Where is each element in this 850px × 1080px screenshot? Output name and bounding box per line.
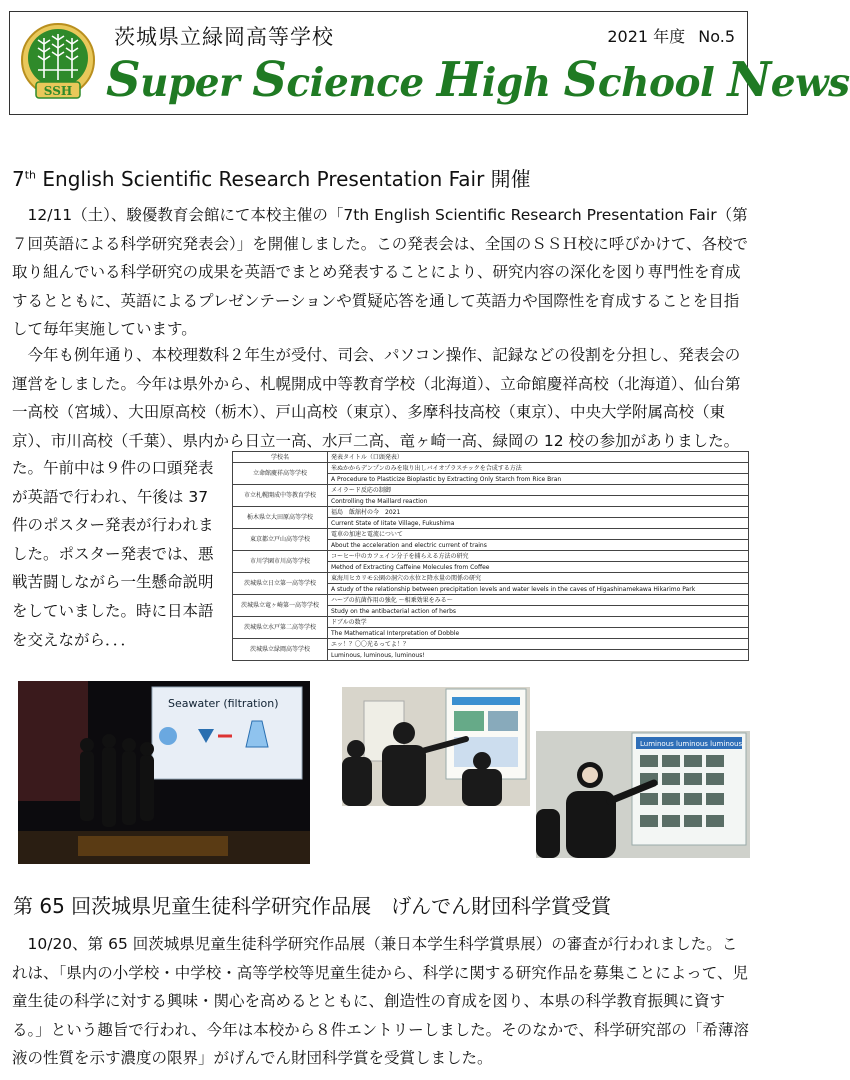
ssh-badge-text: SSH	[43, 84, 73, 98]
table-header-school: 学校名	[233, 452, 328, 463]
title-en-cell: A study of the relationship between precipitation levels and water levels in the caves of Higashinamekawa Hikarimo Park	[328, 584, 749, 595]
table-header-row	[233, 452, 749, 463]
title-en-cell: Method of Extracting Caffeine Molecules from Coffee	[328, 562, 749, 573]
newsletter-header	[9, 11, 850, 115]
title-en-cell: Current State of Iitate Village, Fukushima	[328, 518, 749, 529]
title-ja-cell: メイラード反応の制御	[328, 485, 749, 496]
table-row	[233, 463, 749, 474]
article2-paragraph: 10/20、第 65 回茨城県児童生徒科学研究作品展（兼日本学生科学賞県展）の審査が行われました。これは、「県内の小学校・中学校・高等学校等児童生徒から、科学に関する研究作品を募集ことによって、児童生徒の科学に対する興味・関心を高めるとともに、創造性の育成を図り、本県の科学教育振興に資する。」という趣旨で行われ、今年は本校から８件エントリーしました。そのなかで、科学研究部の「希薄溶液の性質を示す濃度の限界」がげんでん財団科学賞を受賞しました。	[12, 935, 749, 1068]
title-en-cell: About the acceleration and electric current of trains	[328, 540, 749, 551]
issue-number: No.5	[698, 27, 735, 46]
title-part: H	[436, 52, 482, 108]
poster-session-photo-2	[536, 731, 750, 858]
title-en-cell: Study on the antibacterial action of herbs	[328, 606, 749, 617]
title-part: cience	[286, 60, 437, 106]
school-cell: 茨城県立緑岡高等学校	[233, 639, 328, 661]
title-part: igh	[481, 60, 564, 106]
title-part: S	[563, 52, 598, 108]
poster-session-photo-1	[342, 687, 530, 806]
school-name: 茨城県立緑岡高等学校	[114, 25, 334, 49]
table-row	[233, 617, 749, 628]
newsletter-title	[106, 52, 850, 108]
title-part: S	[252, 52, 287, 108]
title-ja-cell: ドブルの数学	[328, 617, 749, 628]
table-row	[233, 551, 749, 562]
table-row	[233, 639, 749, 650]
table-row	[233, 595, 749, 606]
article1-side-text: た。午前中は９件の口頭発表が英語で行われ、午後は 37 件のポスター発表が行われました。ポスター発表では、悪戦苦闘しながら一生懸命説明をしていました。時に日本語を交えながら．．．	[12, 459, 214, 649]
title-part: uper	[140, 60, 253, 106]
table-row	[233, 529, 749, 540]
title-en-cell: The Mathematical Interpretation of Dobble	[328, 628, 749, 639]
title-ja-cell: 米ぬかからデンプンのみを取り出しバイオプラスチックを合成する方法	[328, 463, 749, 474]
title-ja-cell: 電車の加速と電流について	[328, 529, 749, 540]
title-ja-cell: ハーブの抗菌作用の強化 ～相乗効果をみる～	[328, 595, 749, 606]
table-row	[233, 573, 749, 584]
table-row	[233, 507, 749, 518]
presentation-table	[232, 451, 749, 661]
issue-year: 2021 年度	[607, 27, 686, 46]
title-ja-cell: 福島 飯舘村の今 2021	[328, 507, 749, 518]
poster-title-text: Luminous luminous luminous	[640, 740, 743, 748]
title-part: ews	[770, 60, 850, 106]
title-ja-cell: エッ！？〇〇光るってよ！？	[328, 639, 749, 650]
title-part: S	[106, 52, 141, 108]
school-cell: 栃木県立大田原高等学校	[233, 507, 328, 529]
school-cell: 立命館慶祥高等学校	[233, 463, 328, 485]
article1-paragraph1: 12/11（土）、駿優教育会館にて本校主催の「7th English Scientific Research Presentation Fair（第７回英語による科学研究発表会）」を開催しました。この発表会は、全国のＳＳＨ校に呼びかけて、各校で取り組んでいる科学研究の成果を英語でまとめ発表することにより、研究内容の深化を図り専門性を育成するとともに、英語によるプレゼンテーションや質疑応答を通して英語力や国際性を育成することを目指して毎年実施しています。	[12, 206, 748, 339]
school-cell: 東京都立戸山高等学校	[233, 529, 328, 551]
wheat-emblem-icon	[20, 22, 96, 104]
title-ja-cell: 東海川ヒカリモ公園の洞穴の水位と降水量の関係の研究	[328, 573, 749, 584]
school-cell: 茨城県立水戸第二高等学校	[233, 617, 328, 639]
school-cell: 市立札幌開成中等教育学校	[233, 485, 328, 507]
table-header-title: 発表タイトル（口頭発表）	[328, 452, 749, 463]
table-row	[233, 485, 749, 496]
title-part: chool	[597, 60, 728, 106]
school-cell: 茨城県立竜ヶ崎第一高等学校	[233, 595, 328, 617]
article1-heading: 7th English Scientific Research Presentation Fair 開催	[12, 167, 531, 191]
school-cell: 市川学園市川高等学校	[233, 551, 328, 573]
issue-info	[599, 24, 735, 47]
title-part: N	[727, 52, 771, 108]
title-en-cell: Controlling the Maillard reaction	[328, 496, 749, 507]
school-cell: 茨城県立日立第一高等学校	[233, 573, 328, 595]
title-en-cell: Luminous, luminous, luminous!	[328, 650, 749, 661]
slide-text: Seawater (filtration)	[168, 697, 279, 710]
title-ja-cell: コーヒー中のカフェイン分子を捕らえる方法の研究	[328, 551, 749, 562]
title-en-cell: A Procedure to Plasticize Bioplastic by Extracting Only Starch from Rice Bran	[328, 474, 749, 485]
article2-heading: 第 65 回茨城県児童生徒科学研究作品展 げんでん財団科学賞受賞	[13, 894, 612, 918]
oral-presentation-photo	[18, 681, 310, 864]
article1-paragraph2: 今年も例年通り、本校理数科２年生が受付、司会、パソコン操作、記録などの役割を分担し、発表会の運営をしました。今年は県外から、札幌開成中等教育学校（北海道）、立命館慶祥高校（北海道）、仙台第一高校（宮城）、大田原高校（栃木）、戸山高校（東京）、多摩科技高校（東京）、中央大学附属高校（東京）、市川高校（千葉）、県内から日立一高、水戸二高、竜ヶ崎一高、緑岡の 12 校の参加がありました。	[12, 346, 741, 450]
